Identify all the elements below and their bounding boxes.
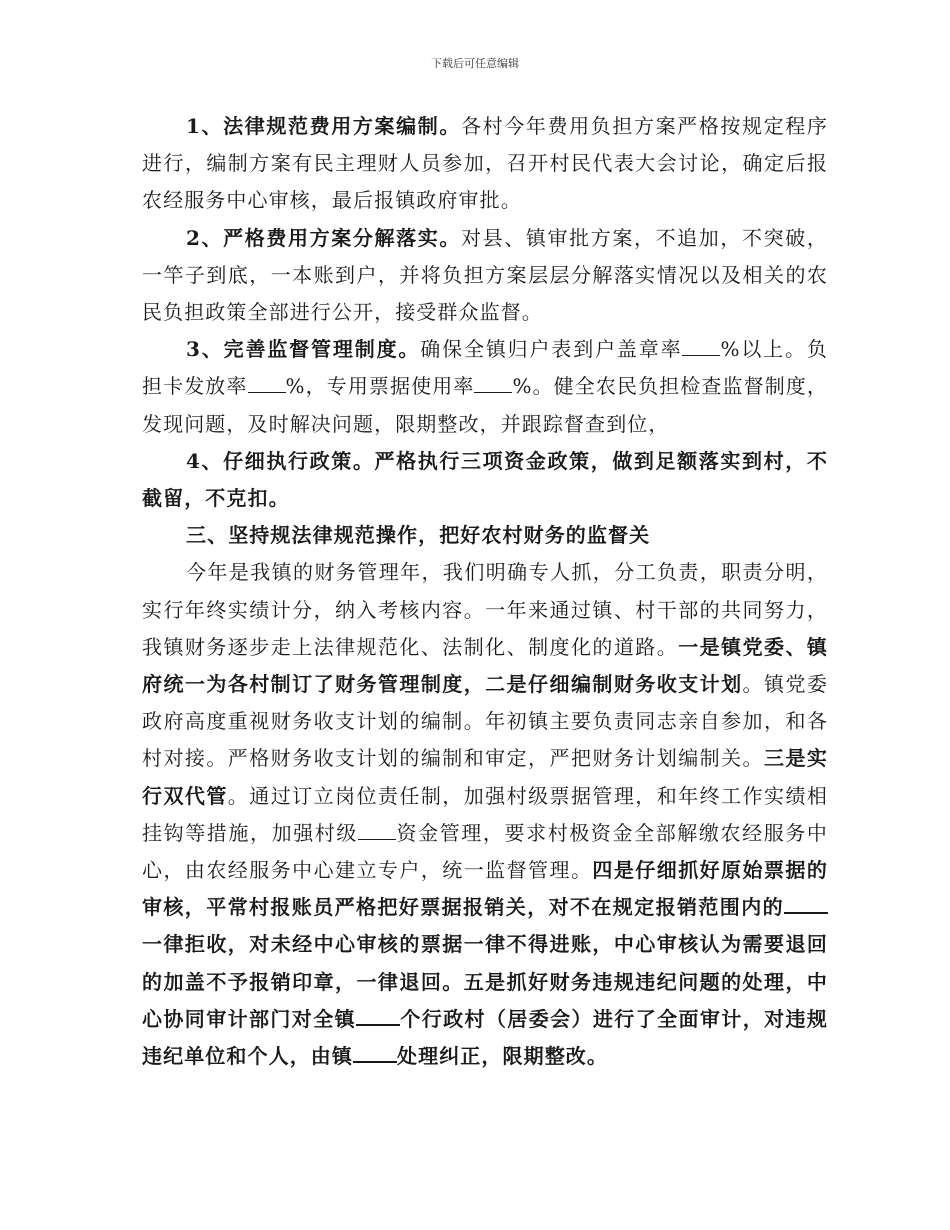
paragraph-text: 确保全镇归户表到户盖章率 (420, 337, 683, 362)
paragraph-text: %，专用票据使用率 (285, 374, 475, 399)
paragraph-fee-plan (142, 108, 828, 220)
paragraph-bold-text: 个行政村（居委会）进行了全面审计，对违规违纪单位和个人，由镇 (142, 1006, 828, 1069)
paragraph-supervision (142, 331, 828, 443)
fill-in-blank (248, 374, 286, 393)
paragraph-policy: 4、仔细执行政策。严格执行三项资金政策，做到足额落实到村，不截留，不克扣。 (142, 448, 828, 511)
fill-in-blank (784, 894, 828, 914)
page-header: 下载后可任意编辑 (431, 57, 519, 70)
fill-in-blank (356, 1006, 400, 1026)
paragraph-bold-text: 一是镇党委、镇府统一为各村制订了财务管理制度，二是仔细编制财务收支计划 (142, 634, 829, 697)
paragraph-text: 。通过订立岗位责任制，加强村级票据管理，和年终工作实绩相挂钩等措施，加强村级 (142, 783, 828, 845)
paragraph-bold-text: 四是仔细抓好原始票据的审核，平常村报账员严格把好票据报销关，对不在规定报销范围内的 (142, 858, 828, 920)
paragraph-text: 。镇党委政府高度重视财务收支计划的编制。年初镇主要负责同志亲自参加，和各村对接。严格财务收支计划的编制和审定，严把财务计划编制关。 (142, 672, 828, 771)
paragraph-lead: 3、完善监督管理制度。 (186, 337, 421, 362)
document-body (142, 108, 828, 1075)
paragraph-text: 资金管理，要求村极资金全部解缴农经服务中心，由农经服务中心建立专户，统一监督管理。 (142, 820, 828, 883)
paragraph-bold-text: 处理纠正，限期整改。 (397, 1044, 608, 1069)
paragraph-text: 今年是我镇的财务管理年，我们明确专人抓，分工负责，职责分明，实行年终实绩计分，纳入考核内容。一年来通过镇、村干部的共同努力，我镇财务逐步走上法律规范化、法制化、制度化的道路。 (142, 560, 828, 659)
paragraph-bold-text: 一律拒收，对未经中心审核的票据一律不得进账，中心审核认为需要退回的加盖不予报销印章，一律退回。五是抓好财务违规违纪问题的处理，中心协同审计部门对全镇 (142, 932, 828, 1031)
fill-in-blank (474, 374, 512, 393)
paragraph-lead: 1、法律规范费用方案编制。 (186, 114, 461, 138)
paragraph-finance-management (142, 554, 828, 1075)
paragraph-text: %。健全农民负担检查监督制度，发现问题，及时解决问题，限期整改，并跟踪督查到位， (142, 374, 828, 436)
paragraph-bold-text: 三是实行双代管 (142, 746, 828, 808)
fill-in-blank (353, 1043, 397, 1063)
paragraph-lead: 2、严格费用方案分解落实。 (186, 225, 461, 250)
fill-in-blank (358, 821, 396, 840)
section-heading: 三、坚持规法律规范操作，把好农村财务的监督关 (186, 523, 651, 548)
fill-in-blank (682, 337, 720, 356)
paragraph-text: %以上。负担卡发放率 (142, 337, 828, 399)
paragraph-plan-implementation (142, 220, 828, 332)
paragraph-text: 对县、镇审批方案，不追加，不突破，一竿子到底，一本账到户，并将负担方案层层分解落实情况以及相关的农民负担政策全部进行公开，接受群众监督。 (142, 225, 829, 325)
paragraph-text: 各村今年费用负担方案严格按规定程序进行，编制方案有民主理财人员参加，召开村民代表大会讨论，确定后报农经服务中心审核，最后报镇政府审批。 (142, 114, 829, 213)
